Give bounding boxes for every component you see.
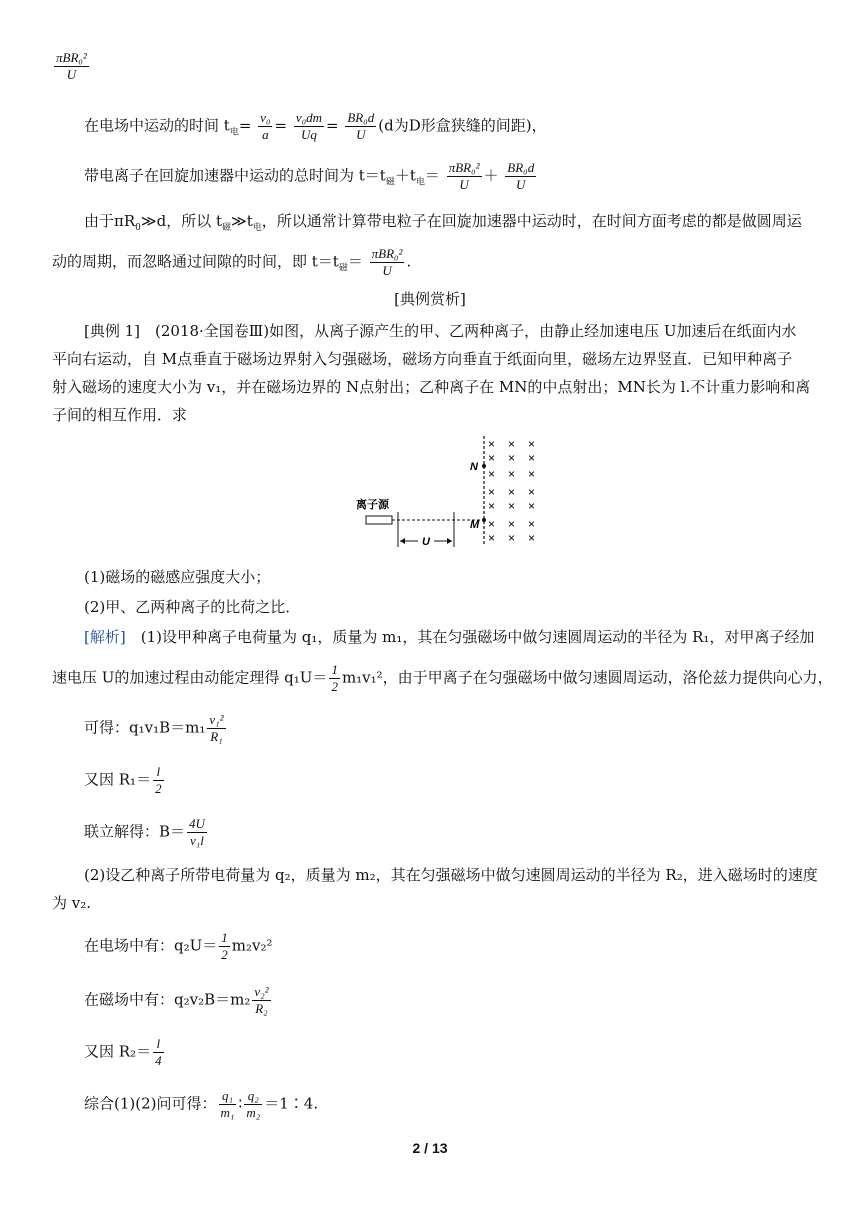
magnetic-field-crosses (488, 437, 535, 545)
total-time-line: 带电离子在回旋加速器中运动的总时间为 $t=t_磁+t_电=$ $\frac{\text{πBR₀²}}{U}$ ＋ $\frac{\text{BR₀d}}{U}$ (84, 160, 535, 192)
question-2: (2)甲、乙两种离子的比荷之比． (84, 598, 301, 616)
part2-line-2: 为 v₂. (52, 894, 92, 912)
field-cross: × (528, 467, 536, 481)
field-cross: × (488, 467, 496, 481)
section-title: [典例赏析] (394, 290, 466, 308)
field-cross: × (528, 499, 536, 513)
field-cross: × (488, 499, 496, 513)
field-cross: × (528, 485, 536, 499)
page-number: 2 / 13 (412, 1140, 448, 1156)
field-cross: × (488, 437, 496, 451)
equation-4: 在电场中有：q₂U＝ $\frac{1}{2}$ m₂v₂² (84, 930, 273, 962)
field-cross: × (508, 499, 516, 513)
field-cross: × (528, 517, 536, 531)
field-cross: × (528, 437, 536, 451)
analysis-tag: [解析] (84, 628, 126, 646)
part2-line-1: (2)设乙种离子所带电荷量为 q₂，质量为 m₂，其在匀强磁场中做匀速圆周运动的半径为 R₂，进入磁场时的速度 (84, 866, 818, 884)
comparison-line: 由于$\pi R_0≫d$，所以 $t_磁≫t_电$，所以通常计算带电粒子在回旋加速器中运动时，在时间方面考虑的都是做圆周运 (84, 212, 802, 233)
field-cross: × (508, 451, 516, 465)
period-line: 动的周期，而忽略通过间隙的时间，即 $t=t_磁=$ $\frac{\text{πBR₀²}}{U}$ . (52, 246, 412, 278)
cyclotron-figure (350, 432, 550, 557)
equation-2: 又因 R₁＝ $\frac{l}{2}$ (84, 764, 162, 796)
example-line-4: 子间的相互作用．求 (52, 406, 188, 424)
equation-7: 综合(1)(2)问可得： $\frac{\text{q₁}}{\text{m₁}}$ ∶ $\frac{\text{q₂}}{\text{m₂}}$ ＝1∶4. (84, 1088, 319, 1120)
example-line-3: 射入磁场的速度大小为 v₁，并在磁场边界的 N点射出；乙种离子在 MN的中点射出；MN长为 l.不计重力影响和离 (52, 378, 811, 396)
field-cross: × (508, 531, 516, 545)
field-cross: × (488, 531, 496, 545)
analysis-line-2: 速电压 U的加速过程由动能定理得 q₁U＝ $\frac{1}{2}$ m₁v₁²，由于甲离子在匀强磁场中做匀速圆周运动，洛伦兹力提供向心力， (52, 662, 833, 694)
field-cross: × (488, 451, 496, 465)
equation-5: 在磁场中有：q₂v₂B＝m₂ $\frac{\text{v₂²}}{\text{R₂}}$ (84, 984, 269, 1016)
field-cross: × (488, 485, 496, 499)
question-1: (1)磁场的磁感应强度大小； (84, 568, 271, 586)
field-cross: × (508, 485, 516, 499)
field-cross: × (508, 467, 516, 481)
n-label: N (470, 461, 478, 473)
m-label: M (470, 519, 480, 531)
field-cross: × (488, 517, 496, 531)
ion-source-label: 离子源 (356, 499, 389, 511)
equation-1: 可得：q₁v₁B＝m₁ $\frac{\text{v₁²}}{\text{R₁}}$ (84, 712, 224, 744)
u-label: U (422, 536, 430, 548)
example-line-1: [典例 1] (2018·全国卷Ⅲ)如图，从离子源产生的甲、乙两种离子，由静止经加速电压 U加速后在纸面内水 (84, 322, 797, 340)
equation-6: 又因 R₂＝ $\frac{l}{4}$ (84, 1036, 162, 1068)
field-cross: × (508, 517, 516, 531)
field-cross: × (528, 531, 536, 545)
analysis-line-1: [解析] (1)设甲种离子电荷量为 q₁，质量为 m₁，其在匀强磁场中做匀速圆周运动的半径为 R₁，对甲离子经加 (84, 628, 815, 646)
field-cross: × (508, 437, 516, 451)
example-line-2: 平向右运动，自 M点垂直于磁场边界射入匀强磁场，磁场方向垂直于纸面向里，磁场左边界竖直．已知甲种离子 (52, 350, 793, 368)
field-cross: × (528, 451, 536, 465)
ion-source-box (366, 516, 392, 524)
field-time-line: 在电场中运动的时间 $t_电=$ $\frac{\text{v₀}}{a}$ = $\frac{\text{v₀dm}}{Uq}$ = $\frac{\text{BR₀d}}{U}$ (d为D形盒狭缝的间距)， (84, 110, 547, 142)
equation-3: 联立解得：B＝ $\frac{4U}{\text{v₁l}}$ (84, 816, 205, 848)
top-fraction: $\frac{\text{πBR₀²}}{U}$ (56, 50, 87, 82)
